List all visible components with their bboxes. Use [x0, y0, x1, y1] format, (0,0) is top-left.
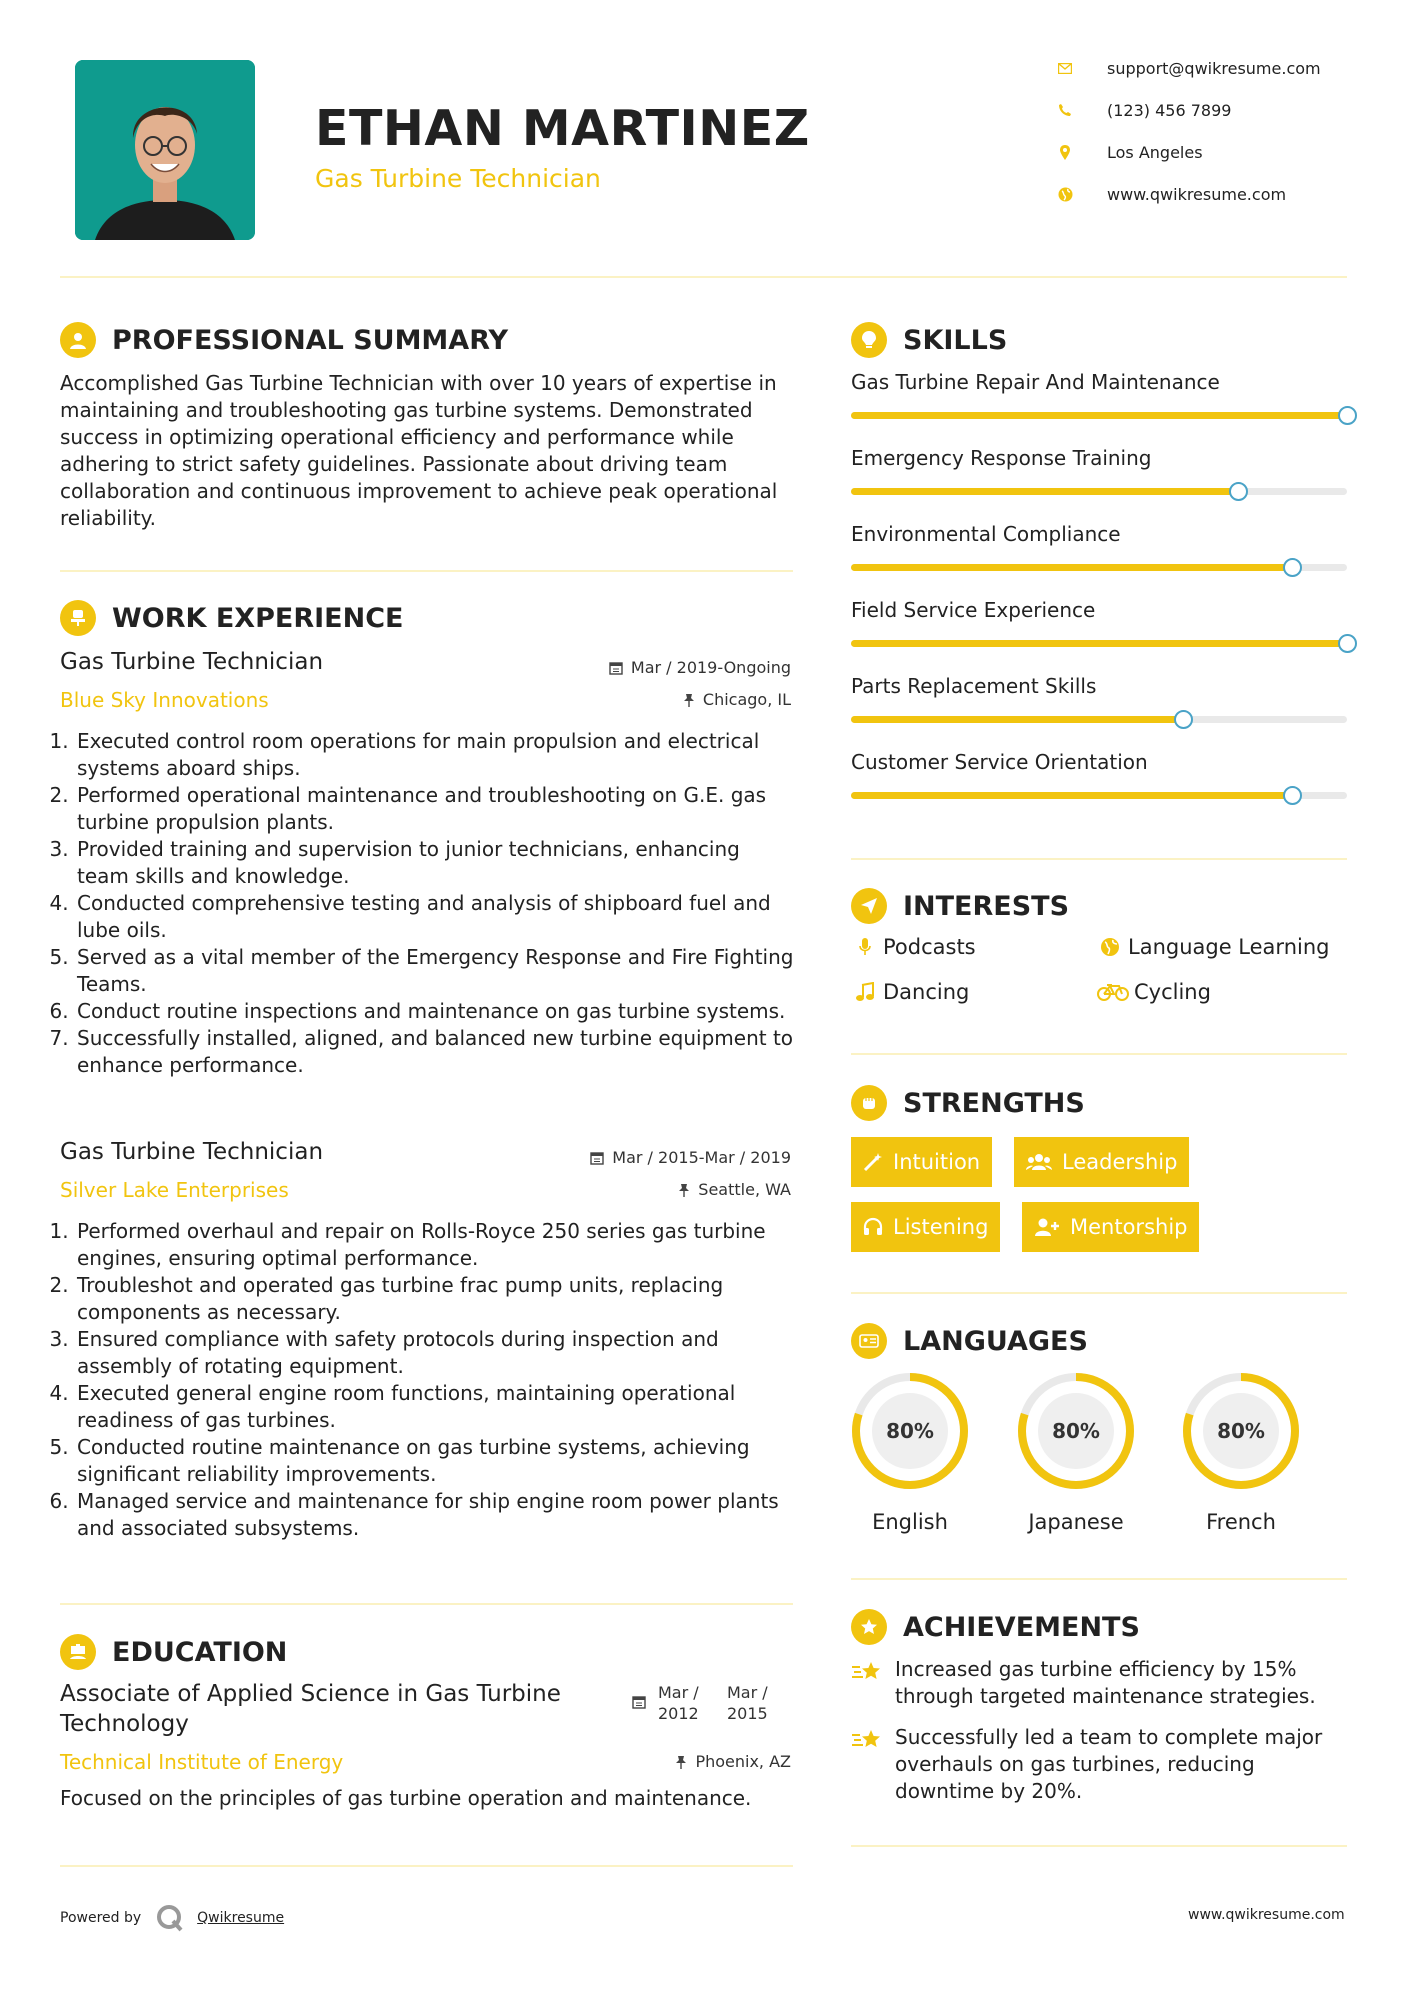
- profile-photo: [75, 60, 255, 240]
- candidate-title: Gas Turbine Technician: [315, 164, 601, 193]
- skill-fill: [851, 640, 1347, 647]
- id-card-icon: [851, 1323, 887, 1359]
- job-2-company[interactable]: Silver Lake Enterprises: [60, 1178, 289, 1202]
- summary-heading: [60, 322, 508, 358]
- contact-phone-text: (123) 456 7899: [1107, 100, 1232, 120]
- language-name: English: [872, 1510, 948, 1534]
- strengths-heading: [851, 1085, 1085, 1121]
- skill-name: Field Service Experience: [851, 598, 1096, 622]
- skill-slider-knob: [1283, 786, 1302, 805]
- strengths-divider: [851, 1292, 1347, 1294]
- skill-track: [851, 640, 1347, 647]
- list-item: 6. Conduct routine inspections and maintenance on gas turbine systems.: [75, 998, 797, 1025]
- headphones-icon: [863, 1217, 883, 1237]
- experience-heading: [60, 600, 403, 636]
- job-2-location: [678, 1180, 791, 1199]
- education-location: [675, 1752, 791, 1771]
- list-item: 2. Troubleshot and operated gas turbine frac pump units, replacing components as necessary.: [75, 1272, 802, 1326]
- interest-dancing: [851, 980, 969, 1004]
- contact-website-text: www.qwikresume.com: [1107, 184, 1287, 204]
- language-name: French: [1206, 1510, 1276, 1534]
- contact-email[interactable]: [1050, 58, 1321, 78]
- languages-heading-text: LANGUAGES: [903, 1325, 1088, 1357]
- globe-icon: [1050, 184, 1080, 204]
- contact-website[interactable]: [1050, 184, 1286, 204]
- achievements-divider: [851, 1845, 1347, 1847]
- date-start-year: 2012: [658, 1704, 699, 1723]
- education-degree: Associate of Applied Science in Gas Turbine Technology: [60, 1681, 561, 1737]
- skill-name: Emergency Response Training: [851, 446, 1152, 470]
- achievements-heading-text: ACHIEVEMENTS: [903, 1611, 1140, 1643]
- interest-language-learning: [1096, 935, 1329, 959]
- language-ring: [1015, 1370, 1137, 1492]
- interests-heading: [851, 888, 1069, 924]
- user-plus-icon: [1034, 1217, 1060, 1237]
- pushpin-icon: [675, 1755, 687, 1769]
- experience-heading-text: WORK EXPERIENCE: [112, 602, 404, 634]
- achievement-text: Successfully led a team to complete major overhauls on gas turbines, reducing downtime by 20%.: [895, 1725, 1323, 1803]
- date-start-month: Mar /: [658, 1683, 699, 1702]
- strength-label: Listening: [893, 1215, 989, 1239]
- list-item: 7. Successfully installed, aligned, and balanced new turbine equipment to enhance performance.: [75, 1025, 797, 1079]
- interest-podcasts: [851, 935, 976, 959]
- achievement-text: Increased gas turbine efficiency by 15% through targeted maintenance strategies.: [895, 1657, 1316, 1708]
- contact-phone[interactable]: [1050, 100, 1231, 120]
- magic-wand-icon: [863, 1152, 883, 1172]
- skill-slider-knob: [1338, 406, 1357, 425]
- skill-track: [851, 716, 1347, 723]
- experience-divider: [60, 1603, 793, 1605]
- language-item: [1015, 1370, 1137, 1534]
- paper-plane-icon: [851, 888, 887, 924]
- skill-name: Environmental Compliance: [851, 522, 1121, 546]
- interest-label: Cycling: [1134, 980, 1211, 1004]
- list-item: 3. Ensured compliance with safety protocols during inspection and assembly of rotating equipment.: [75, 1326, 802, 1380]
- pushpin-icon: [683, 693, 695, 707]
- languages-heading: [851, 1323, 1088, 1359]
- summary-divider: [60, 570, 793, 572]
- list-item: 1. Executed control room operations for main propulsion and electrical systems aboard ships.: [75, 728, 797, 782]
- contact-location-text: Los Angeles: [1107, 142, 1203, 162]
- microphone-icon: [851, 937, 879, 957]
- education-date-start: [658, 1682, 699, 1724]
- language-percent: 80%: [1052, 1419, 1100, 1443]
- job-2-role: Gas Turbine Technician: [60, 1139, 324, 1165]
- skill-fill: [851, 564, 1292, 571]
- skill-track: [851, 792, 1347, 799]
- job-1-company[interactable]: Blue Sky Innovations: [60, 688, 269, 712]
- brand-link[interactable]: Qwikresume: [197, 1910, 285, 1926]
- education-divider: [60, 1865, 793, 1867]
- strength-label: Mentorship: [1070, 1215, 1188, 1239]
- skill-fill: [851, 412, 1347, 419]
- contact-email-text: support@qwikresume.com: [1107, 58, 1321, 78]
- achievement-1: [851, 1656, 1351, 1710]
- envelope-icon: [1050, 58, 1080, 78]
- language-ring: [1180, 1370, 1302, 1492]
- calendar-icon: [609, 661, 623, 675]
- skill-name: Customer Service Orientation: [851, 750, 1148, 774]
- education-heading: [60, 1634, 287, 1670]
- skill-fill: [851, 488, 1238, 495]
- date-end-year: 2015: [727, 1704, 768, 1723]
- music-note-icon: [851, 982, 879, 1002]
- list-item: 5. Served as a vital member of the Emergency Response and Fire Fighting Teams.: [75, 944, 797, 998]
- footer-website[interactable]: www.qwikresume.com: [1188, 1907, 1345, 1923]
- job-1-date-text: Mar / 2019-Ongoing: [630, 658, 791, 677]
- job-2-bullets: [57, 1218, 802, 1542]
- strength-listening: [851, 1202, 1000, 1252]
- education-heading-text: EDUCATION: [112, 1636, 288, 1668]
- job-2-location-text: Seattle, WA: [698, 1180, 791, 1199]
- interest-label: Dancing: [883, 980, 970, 1004]
- education-location-text: Phoenix, AZ: [695, 1752, 791, 1771]
- skills-heading-text: SKILLS: [903, 324, 1008, 356]
- interests-divider: [851, 1053, 1347, 1055]
- skill-slider-knob: [1283, 558, 1302, 577]
- summary-heading-text: PROFESSIONAL SUMMARY: [112, 324, 509, 356]
- star-circle-icon: [851, 1609, 887, 1645]
- pushpin-icon: [678, 1183, 690, 1197]
- job-1-location-text: Chicago, IL: [702, 690, 791, 709]
- education-school[interactable]: Technical Institute of Energy: [60, 1750, 344, 1774]
- shooting-star-icon: [851, 1656, 885, 1688]
- graduation-icon: [60, 1634, 96, 1670]
- user-icon: [60, 322, 96, 358]
- skills-divider: [851, 858, 1347, 860]
- interest-label: Language Learning: [1128, 935, 1330, 959]
- strength-leadership: [1014, 1137, 1189, 1187]
- skill-name: Gas Turbine Repair And Maintenance: [851, 370, 1220, 394]
- strength-label: Intuition: [893, 1150, 981, 1174]
- footer-powered-by: [60, 1903, 284, 1933]
- date-end-month: Mar /: [727, 1683, 768, 1702]
- language-item: [1180, 1370, 1302, 1534]
- lightbulb-icon: [851, 322, 887, 358]
- achievements-heading: [851, 1609, 1140, 1645]
- contact-location: [1050, 142, 1203, 162]
- language-percent: 80%: [886, 1419, 934, 1443]
- job-1-bullets: [57, 728, 797, 1079]
- phone-icon: [1050, 100, 1080, 120]
- fist-icon: [851, 1085, 887, 1121]
- job-1-date: [609, 658, 791, 677]
- skill-fill: [851, 792, 1292, 799]
- skills-heading: [851, 322, 1007, 358]
- bicycle-icon: [1096, 983, 1130, 1001]
- list-item: 3. Provided training and supervision to junior technicians, enhancing team skills and knowledge.: [75, 836, 797, 890]
- languages-divider: [851, 1578, 1347, 1580]
- strengths-heading-text: STRENGTHS: [903, 1087, 1085, 1119]
- list-item: 1. Performed overhaul and repair on Rolls-Royce 250 series gas turbine engines, ensuring optimal performance.: [75, 1218, 802, 1272]
- calendar-icon: [590, 1151, 604, 1165]
- job-2-date-text: Mar / 2015-Mar / 2019: [612, 1148, 791, 1167]
- users-icon: [1026, 1152, 1052, 1172]
- interest-label: Podcasts: [883, 935, 976, 959]
- strength-intuition: [851, 1137, 992, 1187]
- list-item: 4. Conducted comprehensive testing and analysis of shipboard fuel and lube oils.: [75, 890, 797, 944]
- calendar-icon: [632, 1694, 646, 1713]
- strength-label: Leadership: [1062, 1150, 1178, 1174]
- language-item: [849, 1370, 971, 1534]
- language-name: Japanese: [1028, 1510, 1124, 1534]
- list-item: 5. Conducted routine maintenance on gas turbine systems, achieving significant reliability improvements.: [75, 1434, 802, 1488]
- summary-text: Accomplished Gas Turbine Technician with over 10 years of expertise in maintaining and troubleshooting gas turbine systems. Demonstrated success in optimizing operational efficiency and performance while adhering to strict safety guidelines. Passionate about driving team collaboration and continuous improvement to achieve peak operational reliability.: [60, 371, 778, 530]
- skill-slider-knob: [1229, 482, 1248, 501]
- education-description: Focused on the principles of gas turbine operation and maintenance.: [60, 1786, 752, 1810]
- language-percent: 80%: [1217, 1419, 1265, 1443]
- skill-name: Parts Replacement Skills: [851, 674, 1097, 698]
- globe-icon: [1096, 937, 1124, 957]
- job-1-location: [683, 690, 791, 709]
- skill-track: [851, 488, 1347, 495]
- list-item: 4. Executed general engine room functions, maintaining operational readiness of gas turbines.: [75, 1380, 802, 1434]
- qwikresume-logo-icon: [155, 1903, 185, 1933]
- skill-track: [851, 564, 1347, 571]
- interest-cycling: [1096, 980, 1211, 1004]
- job-2-date: [590, 1148, 791, 1167]
- skill-slider-knob: [1338, 634, 1357, 653]
- briefcase-icon: [60, 600, 96, 636]
- strength-mentorship: [1022, 1202, 1199, 1252]
- header-divider: [60, 276, 1347, 278]
- candidate-name: ETHAN MARTINEZ: [315, 100, 810, 157]
- skill-fill: [851, 716, 1183, 723]
- powered-by-text: Powered by: [60, 1910, 142, 1926]
- education-date-end: [727, 1682, 768, 1724]
- shooting-star-icon: [851, 1724, 885, 1756]
- list-item: 6. Managed service and maintenance for ship engine room power plants and associated subsystems.: [75, 1488, 802, 1542]
- job-1-role: Gas Turbine Technician: [60, 649, 324, 675]
- interests-heading-text: INTERESTS: [903, 890, 1070, 922]
- skill-track: [851, 412, 1347, 419]
- achievement-2: [851, 1724, 1351, 1805]
- skill-slider-knob: [1174, 710, 1193, 729]
- list-item: 2. Performed operational maintenance and troubleshooting on G.E. gas turbine propulsion plants.: [75, 782, 797, 836]
- language-ring: [849, 1370, 971, 1492]
- map-pin-icon: [1050, 142, 1080, 162]
